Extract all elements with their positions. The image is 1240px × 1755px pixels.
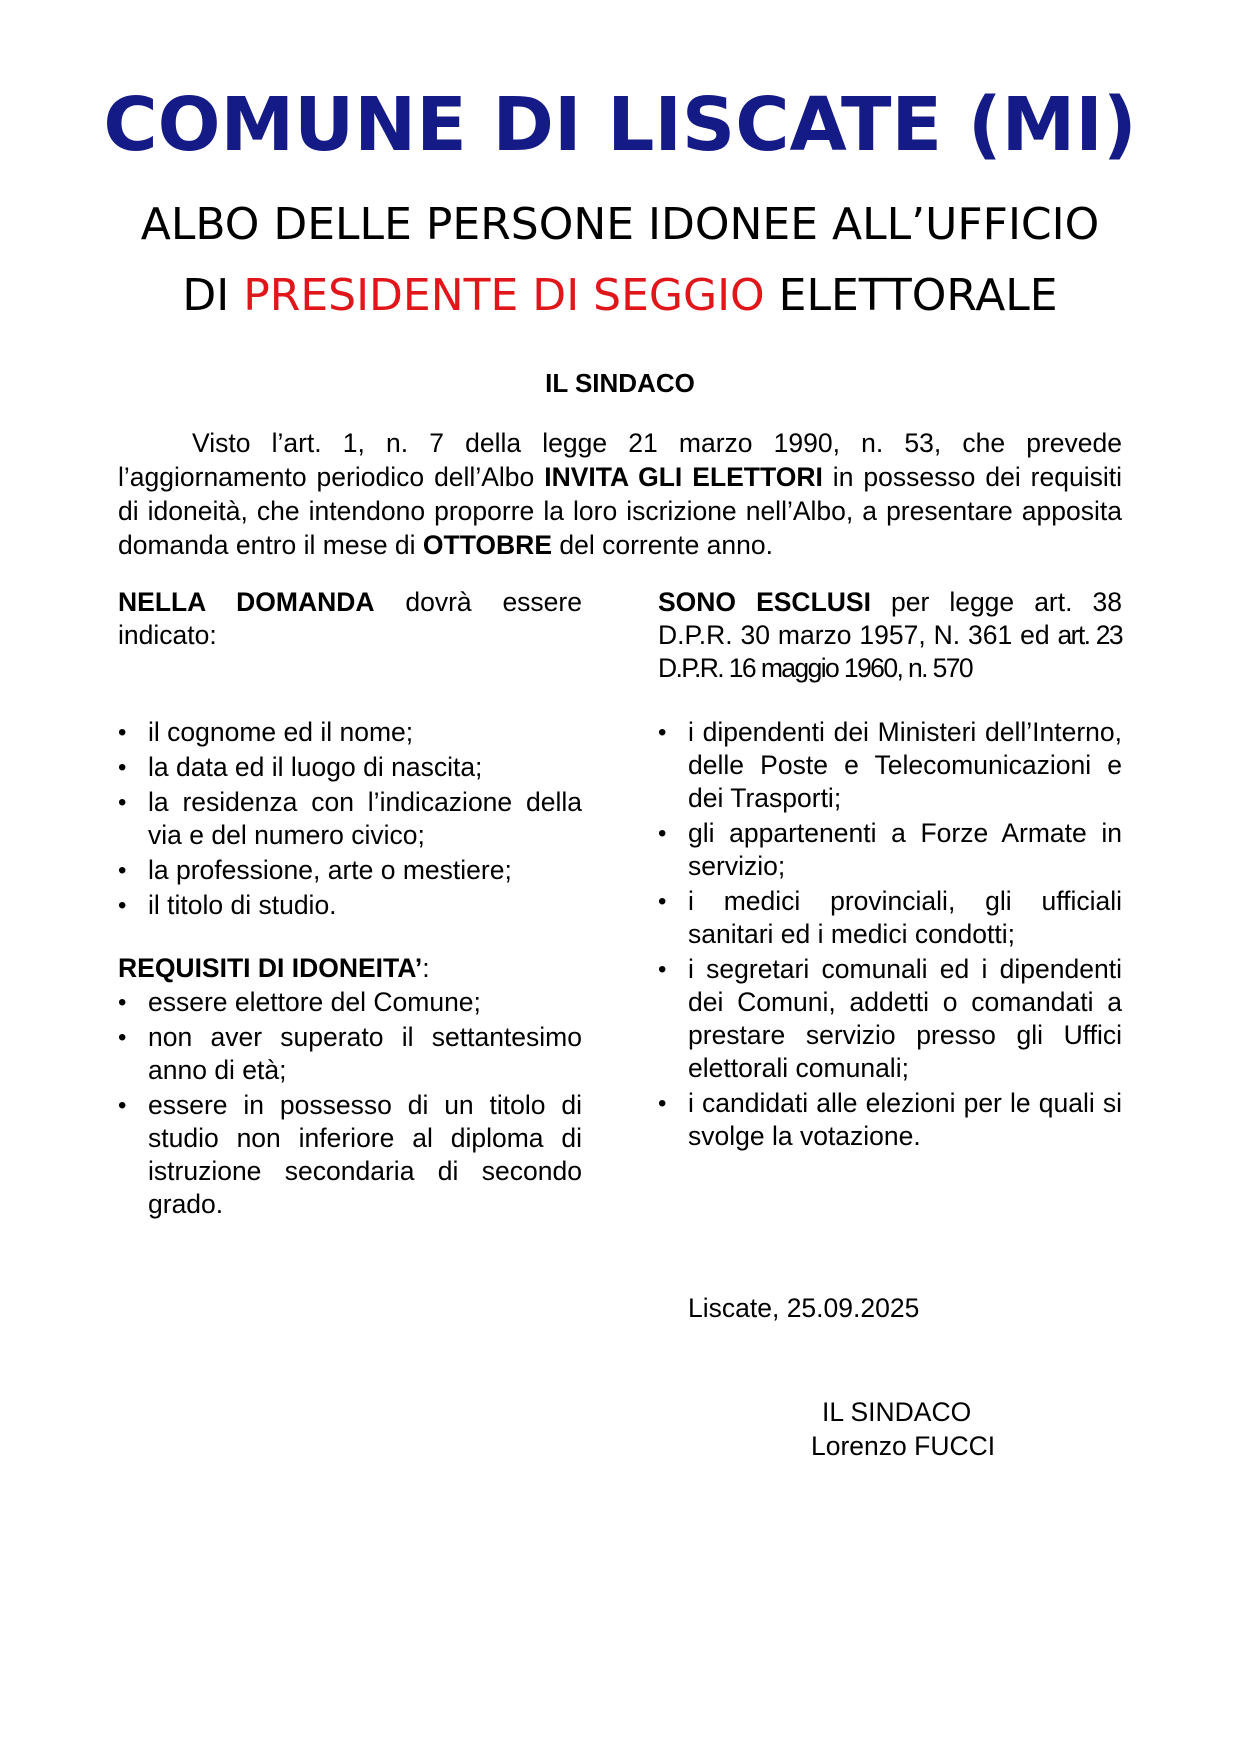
page-title: COMUNE DI LISCATE (MI): [103, 82, 1137, 168]
list-item: • essere in possesso di un titolo di studio non inferiore al diploma di istruzione secondaria di secondo grado.: [118, 1089, 582, 1221]
subtitle-line-1: ALBO DELLE PERSONE IDONEE ALL’UFFICIO: [140, 199, 1100, 250]
subtitle-suffix: ELETTORALE: [764, 270, 1058, 321]
intro-text-3: del corrente anno.: [552, 530, 773, 560]
requisiti-bold: REQUISITI DI IDONEITA’: [118, 953, 423, 983]
domanda-bold: NELLA DOMANDA: [118, 587, 375, 617]
list-item: • il cognome ed il nome;: [118, 716, 582, 749]
subtitle-prefix: DI: [182, 270, 244, 321]
requisiti-list: [118, 986, 582, 1223]
list-item: • la residenza con l’indicazione della via e del numero civico;: [118, 786, 582, 852]
subtitle-line-2: [0, 266, 1240, 326]
signer-title: IL SINDACO: [822, 1397, 972, 1427]
list-item: • i dipendenti dei Ministeri dell’Interno, delle Poste e Telecomunicazioni e dei Trasporti;: [658, 716, 1122, 815]
intro-text-2: in possesso dei requisiti di idoneità, che intendono proporre la loro iscrizione nell’Albo, a presentare apposita domanda entro il mese di: [118, 462, 1122, 560]
list-item: • i segretari comunali ed i dipendenti dei Comuni, addetti o comandati a prestare servizio presso gli Uffici elettorali comunali;: [658, 953, 1122, 1085]
domanda-rest: dovrà essere indicato:: [118, 587, 582, 650]
esclusi-list: [658, 716, 1122, 1155]
list-item: • la professione, arte o mestiere;: [118, 854, 582, 887]
esclusi-condensed: art. 23 D.P.R. 16 maggio 1960, n. 570: [658, 620, 1122, 683]
intro-text-1: Visto l’art. 1, n. 7 della legge 21 marzo 1990, n. 53, che prevede l’aggiornamento periodico dell’Albo: [118, 428, 1122, 492]
requisiti-heading: [118, 952, 582, 985]
domanda-paragraph: [118, 586, 582, 686]
list-item: • la data ed il luogo di nascita;: [118, 751, 582, 784]
intro-paragraph: [118, 426, 1122, 562]
list-item: • gli appartenenti a Forze Armate in servizio;: [658, 817, 1122, 883]
requisiti-rest: :: [422, 953, 430, 983]
list-item: • i candidati alle elezioni per le quali si svolge la votazione.: [658, 1087, 1122, 1153]
left-column: [118, 586, 582, 1219]
list-item: • essere elettore del Comune;: [118, 986, 582, 1019]
intro-bold-invita: INVITA GLI ELETTORI: [544, 462, 823, 492]
esclusi-bold: SONO ESCLUSI: [658, 587, 871, 617]
list-item: • non aver superato il settantesimo anno di età;: [118, 1021, 582, 1087]
esclusi-paragraph: [658, 586, 1122, 722]
subtitle-highlight: PRESIDENTE DI SEGGIO: [243, 270, 765, 321]
signer-name: Lorenzo FUCCI: [811, 1431, 996, 1461]
list-item: • il titolo di studio.: [118, 889, 582, 922]
intro-heading: IL SINDACO: [545, 368, 695, 398]
list-item: • i medici provinciali, gli ufficiali sanitari ed i medici condotti;: [658, 885, 1122, 951]
domanda-list: [118, 716, 582, 924]
place-date: Liscate, 25.09.2025: [688, 1293, 920, 1323]
right-column: [658, 586, 1122, 1151]
intro-bold-ottobre: OTTOBRE: [422, 530, 552, 560]
esclusi-rest: per legge art. 38 D.P.R. 30 marzo 1957, N. 361 ed: [658, 587, 1122, 650]
